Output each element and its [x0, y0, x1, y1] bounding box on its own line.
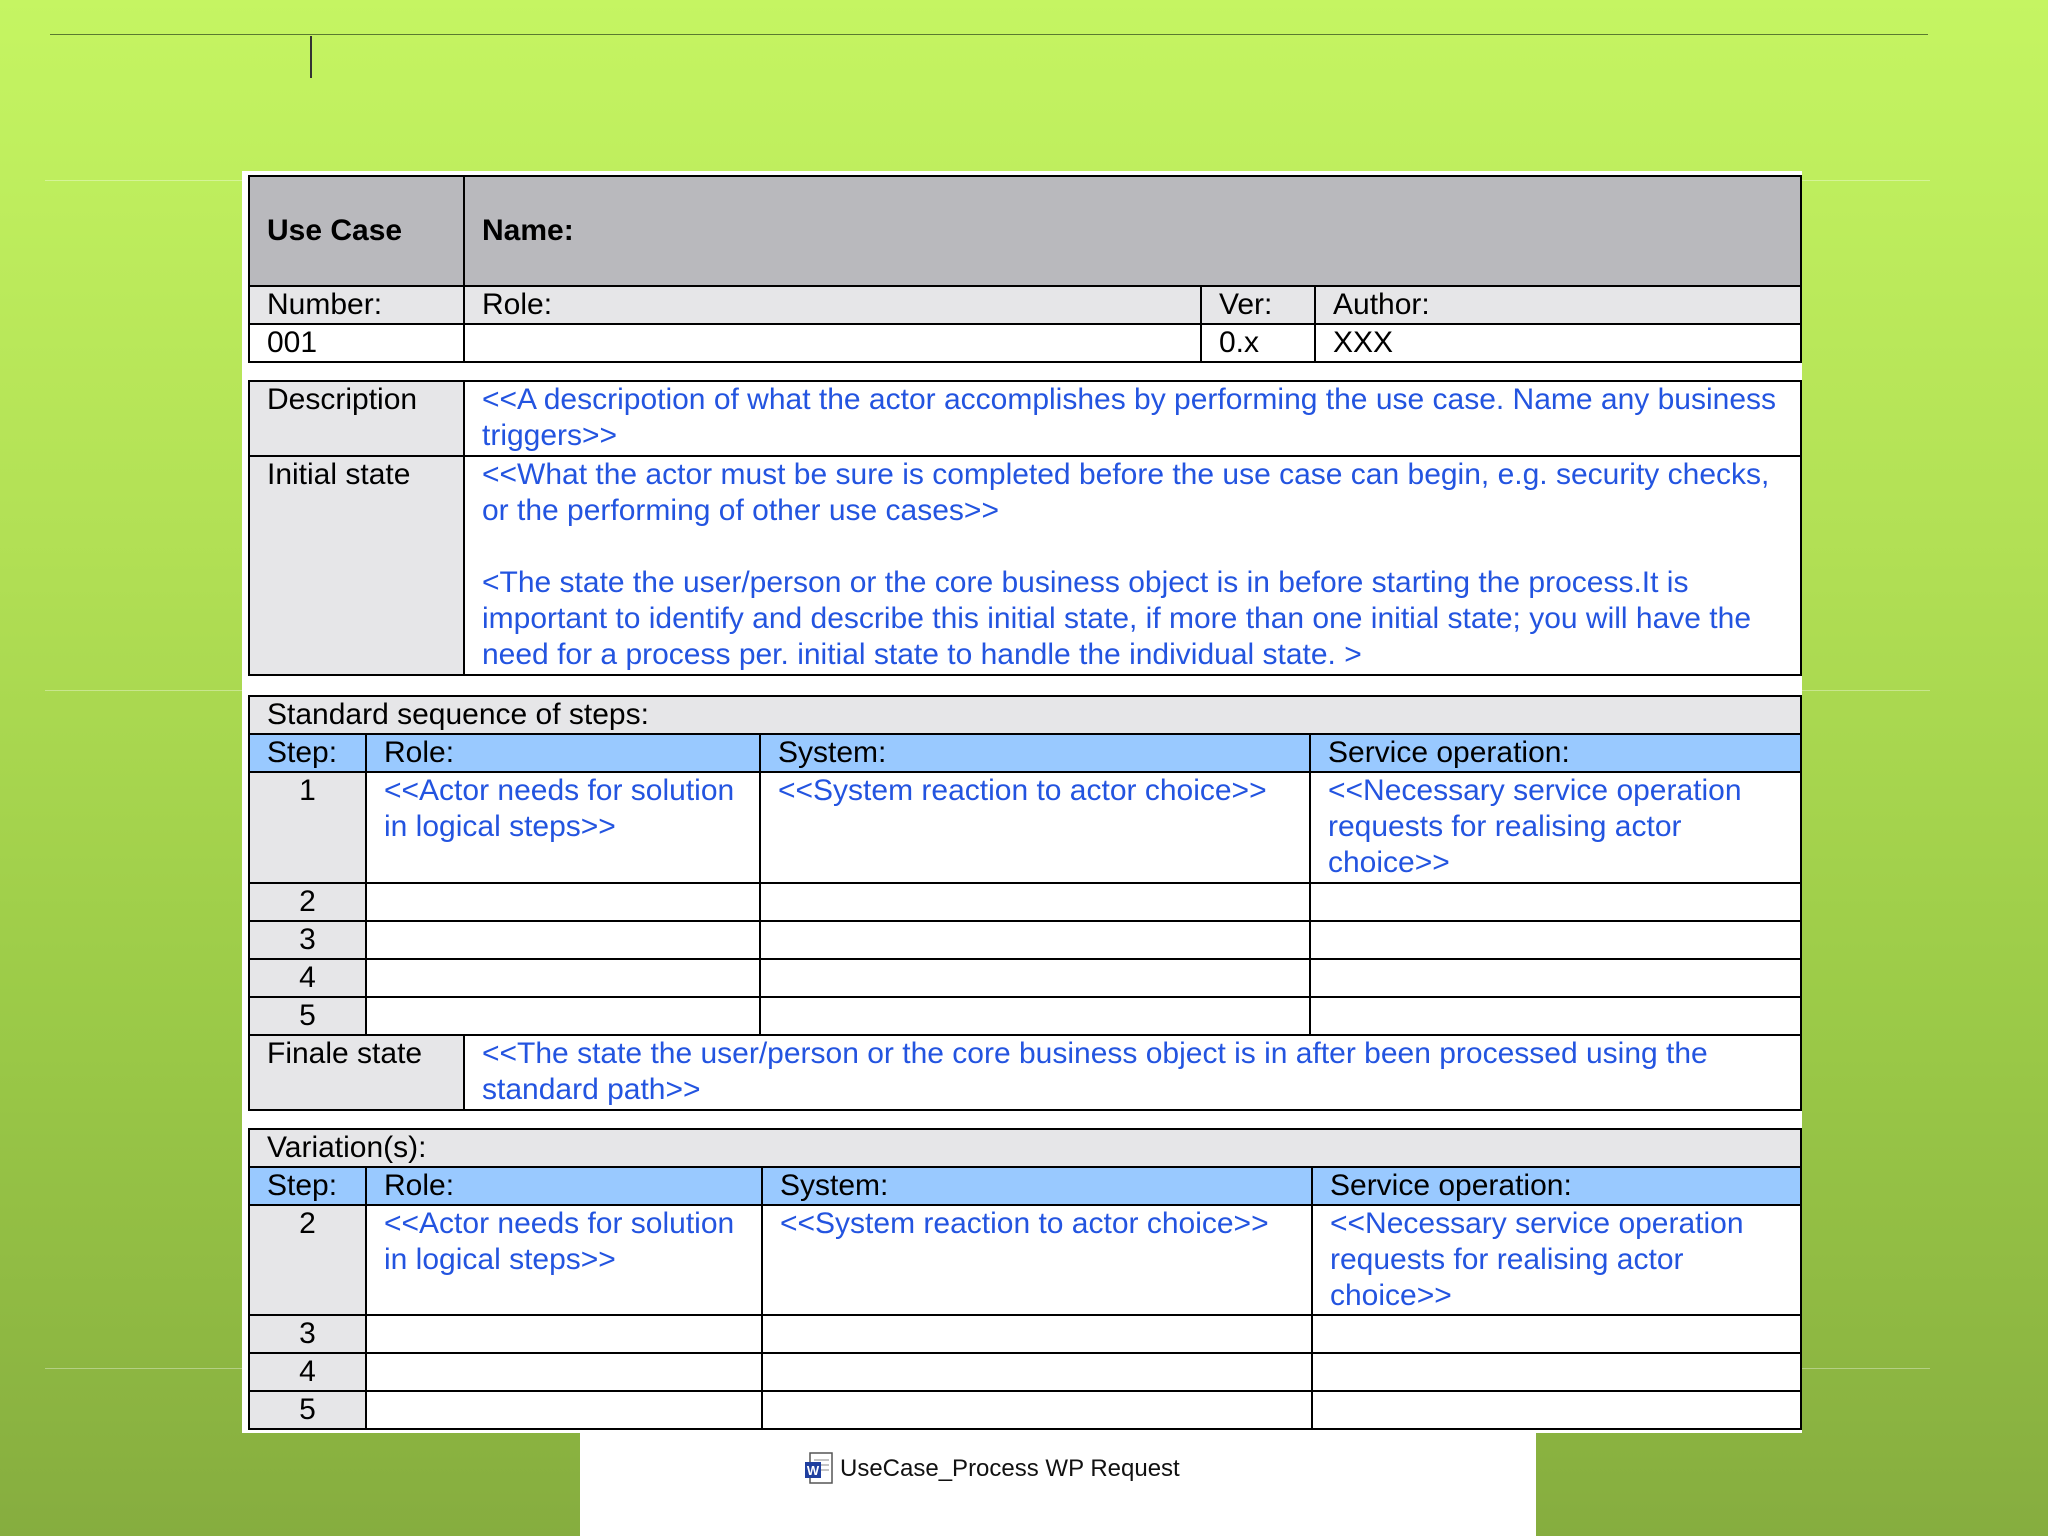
step-service: [1310, 883, 1801, 921]
ver-value: 0.x: [1201, 324, 1315, 362]
step-service: [1312, 1391, 1801, 1429]
step-number: 2: [249, 1205, 366, 1315]
step-col-header: Step:: [249, 1167, 366, 1205]
step-number: 5: [249, 1391, 366, 1429]
description-label: Description: [249, 381, 464, 456]
step-number: 4: [249, 959, 366, 997]
step-role: [366, 959, 760, 997]
step-system: [760, 921, 1310, 959]
step-system: <<System reaction to actor choice>>: [762, 1205, 1312, 1315]
svg-text:W: W: [806, 1463, 820, 1478]
step-service: [1312, 1353, 1801, 1391]
step-number: 3: [249, 1315, 366, 1353]
description-text: <<A descripotion of what the actor accomplishes by performing the use case. Name any business triggers>>: [464, 381, 1801, 456]
step-service: [1312, 1315, 1801, 1353]
step-col-header: Step:: [249, 734, 366, 772]
step-system: [760, 959, 1310, 997]
step-number: 2: [249, 883, 366, 921]
number-label: Number:: [249, 286, 464, 324]
step-system: [762, 1353, 1312, 1391]
attachment-filename[interactable]: UseCase_Process WP Request: [840, 1455, 1180, 1482]
step-service: <<Necessary service operation requests for realising actor choice>>: [1310, 772, 1801, 883]
step-service: [1310, 921, 1801, 959]
step-system: <<System reaction to actor choice>>: [760, 772, 1310, 883]
role-label: Role:: [464, 286, 1201, 324]
name-label: Name:: [464, 176, 1801, 286]
initial-state-text-2: <The state the user/person or the core business object is in before starting the process.It is important to identify and describe this initial state, if more than one initial state; you will have the need for a process per. initial state to handle the individual state. >: [482, 566, 1752, 671]
attachment-area: [580, 1433, 1536, 1536]
use-case-label: Use Case: [249, 176, 464, 286]
standard-sequence-table: [248, 695, 1802, 1111]
number-value: 001: [249, 324, 464, 362]
service-col-header: Service operation:: [1312, 1167, 1801, 1205]
initial-state-text-1: <<What the actor must be sure is completed before the use case can begin, e.g. security checks, or the performing of other use cases>>: [482, 458, 1770, 527]
step-role: <<Actor needs for solution in logical steps>>: [366, 772, 760, 883]
step-role: <<Actor needs for solution in logical steps>>: [366, 1205, 762, 1315]
use-case-document: [242, 171, 1802, 1433]
slide-tick-mark: [310, 36, 312, 78]
author-label: Author:: [1315, 286, 1801, 324]
step-system: [760, 997, 1310, 1035]
header-table: [248, 175, 1802, 363]
role-value: [464, 324, 1201, 362]
step-system: [760, 883, 1310, 921]
system-col-header: System:: [762, 1167, 1312, 1205]
role-col-header: Role:: [366, 1167, 762, 1205]
step-role: [366, 1315, 762, 1353]
step-number: 1: [249, 772, 366, 883]
variations-table: [248, 1128, 1802, 1430]
description-table: [248, 380, 1802, 676]
finale-state-text: <<The state the user/person or the core business object is in after been processed using the standard path>>: [464, 1035, 1801, 1110]
word-document-icon[interactable]: [804, 1452, 834, 1486]
step-service: [1310, 959, 1801, 997]
step-role: [366, 1353, 762, 1391]
service-col-header: Service operation:: [1310, 734, 1801, 772]
step-role: [366, 997, 760, 1035]
initial-state-cell: [464, 456, 1801, 675]
step-number: 3: [249, 921, 366, 959]
step-role: [366, 883, 760, 921]
step-role: [366, 921, 760, 959]
standard-sequence-title: Standard sequence of steps:: [249, 696, 1801, 734]
initial-state-label: Initial state: [249, 456, 464, 675]
step-system: [762, 1391, 1312, 1429]
step-service: [1310, 997, 1801, 1035]
step-number: 5: [249, 997, 366, 1035]
ver-label: Ver:: [1201, 286, 1315, 324]
step-number: 4: [249, 1353, 366, 1391]
system-col-header: System:: [760, 734, 1310, 772]
step-role: [366, 1391, 762, 1429]
step-system: [762, 1315, 1312, 1353]
slide-top-rule: [50, 34, 1928, 35]
author-value: XXX: [1315, 324, 1801, 362]
step-service: <<Necessary service operation requests for realising actor choice>>: [1312, 1205, 1801, 1315]
variations-title: Variation(s):: [249, 1129, 1801, 1167]
role-col-header: Role:: [366, 734, 760, 772]
finale-state-label: Finale state: [249, 1035, 464, 1110]
